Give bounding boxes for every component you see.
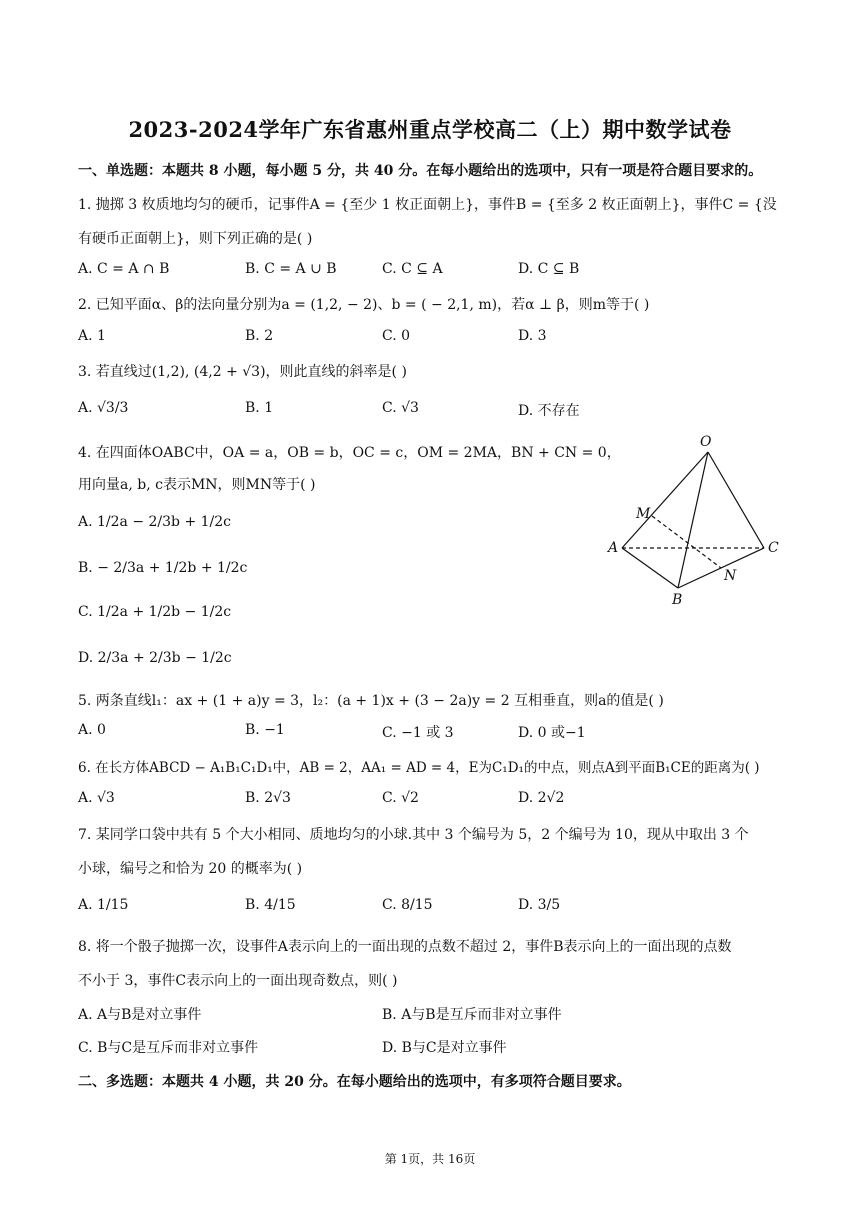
page-footer: 第 1页，共 16页: [384, 1152, 476, 1166]
q8-stem-line1: 8. 将一个骰子抛掷一次，设事件A表示向上的一面出现的点数不超过 2，事件B表示向上的一面出现的点数: [78, 939, 732, 955]
label-a: A: [608, 540, 619, 556]
label-c: C: [768, 540, 779, 556]
q5-option-d: D. 0 或−1: [518, 725, 586, 741]
q2-option-b: B. 2: [245, 328, 274, 344]
edge-ab: [622, 548, 678, 588]
q4-option-b: B. − 2/3a + 1/2b + 1/2c: [78, 560, 248, 576]
q3-option-a: A. √3/3: [78, 400, 129, 416]
section-2-header: 二、多选题：本题共 4 小题，共 20 分。在每小题给出的选项中，有多项符合题目要求。: [78, 1074, 631, 1090]
q4-stem-line1: 4. 在四面体OABC中，OA = a，OB = b，OC = c，OM = 2MA，BN + CN = 0，: [78, 445, 621, 461]
q7-option-b: B. 4/15: [245, 897, 296, 913]
q3-stem-line1: 3. 若直线过(1,2), (4,2 + √3)，则此直线的斜率是( ): [78, 364, 407, 380]
q5-option-b: B. −1: [245, 722, 285, 738]
q8-option-b: B. A与B是互斥而非对立事件: [382, 1007, 562, 1023]
edge-oa: [622, 452, 708, 548]
q7-option-a: A. 1/15: [78, 897, 129, 913]
label-n: N: [724, 568, 737, 584]
q6-option-d: D. 2√2: [518, 790, 565, 806]
q8-option-a: A. A与B是对立事件: [78, 1007, 202, 1023]
q1-option-a: A. C = A ∩ B: [78, 261, 170, 277]
q3-option-d: D. 不存在: [518, 403, 580, 419]
q4-option-c: C. 1/2a + 1/2b − 1/2c: [78, 604, 232, 620]
label-b: B: [672, 592, 683, 608]
page-title: 2023-2024学年广东省惠州重点学校高二（上）期中数学试卷: [128, 117, 732, 142]
tetrahedron-figure: [600, 430, 790, 610]
q7-option-c: C. 8/15: [382, 897, 433, 913]
q1-option-d: D. C ⊆ B: [518, 261, 580, 277]
q1-option-c: C. C ⊆ A: [382, 261, 443, 277]
segment-mn-hidden: [652, 516, 721, 568]
q2-option-d: D. 3: [518, 328, 547, 344]
q7-stem-line1: 7. 某同学口袋中共有 5 个大小相同、质地均匀的小球.其中 3 个编号为 5，2 个编号为 10，现从中取出 3 个: [78, 827, 749, 843]
q2-option-a: A. 1: [78, 328, 106, 344]
q7-stem-line2: 小球，编号之和恰为 20 的概率为( ): [78, 861, 303, 877]
q6-option-c: C. √2: [382, 790, 419, 806]
q5-option-a: A. 0: [78, 722, 106, 738]
q5-option-c: C. −1 或 3: [382, 725, 454, 741]
q2-stem-line1: 2. 已知平面α、β的法向量分别为a = (1,2, − 2)、b = ( − 2,1, m)，若α ⊥ β，则m等于( ): [78, 297, 650, 313]
edge-ob: [678, 452, 708, 588]
q1-option-b: B. C = A ∪ B: [245, 261, 337, 277]
q6-option-a: A. √3: [78, 790, 115, 806]
q2-option-c: C. 0: [382, 328, 411, 344]
q8-option-d: D. B与C是对立事件: [382, 1040, 507, 1056]
q5-stem-line1: 5. 两条直线l₁：ax + (1 + a)y = 3，l₂：(a + 1)x + (3 − 2a)y = 2 互相垂直，则a的值是( ): [78, 693, 664, 709]
q4-option-d: D. 2/3a + 2/3b − 1/2c: [78, 650, 232, 666]
q1-stem-line1: 1. 抛掷 3 枚质地均匀的硬币，记事件A = {至少 1 枚正面朝上}，事件B = {至多 2 枚正面朝上}，事件C = {没: [78, 197, 777, 213]
q8-option-c: C. B与C是互斥而非对立事件: [78, 1040, 259, 1056]
q8-stem-line2: 不小于 3，事件C表示向上的一面出现奇数点，则( ): [78, 973, 398, 989]
q3-option-c: C. √3: [382, 400, 419, 416]
label-o: O: [700, 434, 712, 450]
q4-option-a: A. 1/2a − 2/3b + 1/2c: [78, 514, 232, 530]
q7-option-d: D. 3/5: [518, 897, 561, 913]
q6-option-b: B. 2√3: [245, 790, 291, 806]
label-m: M: [636, 506, 651, 522]
section-1-header: 一、单选题：本题共 8 小题，每小题 5 分，共 40 分。在每小题给出的选项中，只有一项是符合题目要求的。: [78, 163, 763, 179]
q3-option-b: B. 1: [245, 400, 274, 416]
q4-stem-line2: 用向量a, b, c表示MN，则MN等于( ): [78, 477, 316, 493]
edge-oc: [708, 452, 764, 548]
q6-stem-line1: 6. 在长方体ABCD − A₁B₁C₁D₁中，AB = 2，AA₁ = AD = 4，E为C₁D₁的中点，则点A到平面B₁CE的距离为( ): [78, 760, 760, 776]
q1-stem-line2: 有硬币正面朝上}，则下列正确的是( ): [78, 231, 313, 247]
